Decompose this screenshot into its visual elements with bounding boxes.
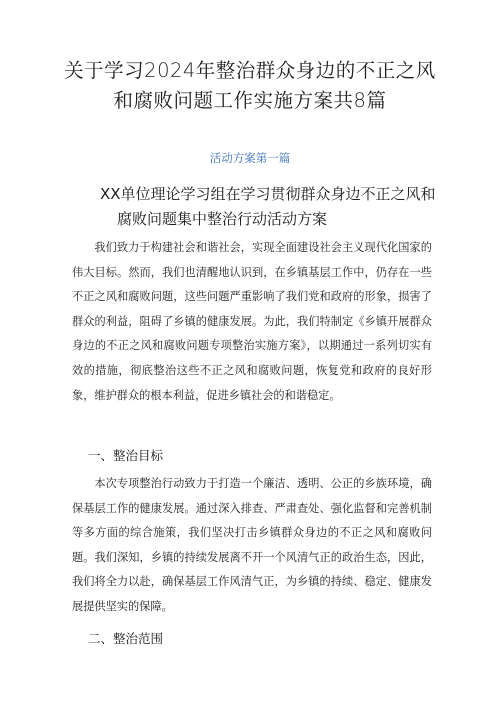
plan-subtitle-line-1: XX单位理论学习组在学习贯彻群众身边不正之风和	[100, 185, 436, 203]
plan-subtitle-line-2: 腐败问题集中整治行动活动方案	[117, 210, 328, 228]
section-heading-scope: 二、整治范围	[88, 631, 164, 646]
section-heading-goals: 一、整治目标	[88, 448, 164, 463]
document-title-line-1: 关于学习2024年整治群众身边的不正之风	[64, 59, 436, 82]
document-title	[60, 56, 440, 116]
goals-paragraph: 本次专项整治行动致力于打造一个廉洁、透明、公正的乡族环境，确保基层工作的健康发展。通过深入排查、严肃查处、强化监督和完善机制等多方面的综合施策，我们坚决打击乡镇群众身边的不正之风和腐败问题。我们深知，乡镇的持续发展离不开一个风清气正的政治生态，因此，我们将全力以赴，确保基层工作风清气正，为乡镇的持续、稳定、健康发展提供坚实的保障。	[72, 477, 432, 613]
document-title-line-2: 和腐败问题工作实施方案共8篇	[113, 89, 387, 112]
intro-paragraph: 我们致力于构建社会和谐社会，实现全面建设社会主义现代化国家的伟大目标。然而，我们也清醒地认识到，在乡镇基层工作中，仍存在一些不正之风和腐败问题，这些问题严重影响了我们党和政府的形象，损害了群众的利益，阻碍了乡镇的健康发展。为此，我们特制定《乡镇开展群众身边的不正之风和腐败问题专项整治实施方案》，以期通过一系列切实有效的措施，彻底整治这些不正之风和腐败问题，恢复党和政府的良好形象，维护群众的根本利益，促进乡镇社会的和谐稳定。	[72, 241, 432, 402]
plan-subtitle	[100, 182, 440, 232]
section-label: 活动方案第一篇	[209, 151, 291, 165]
